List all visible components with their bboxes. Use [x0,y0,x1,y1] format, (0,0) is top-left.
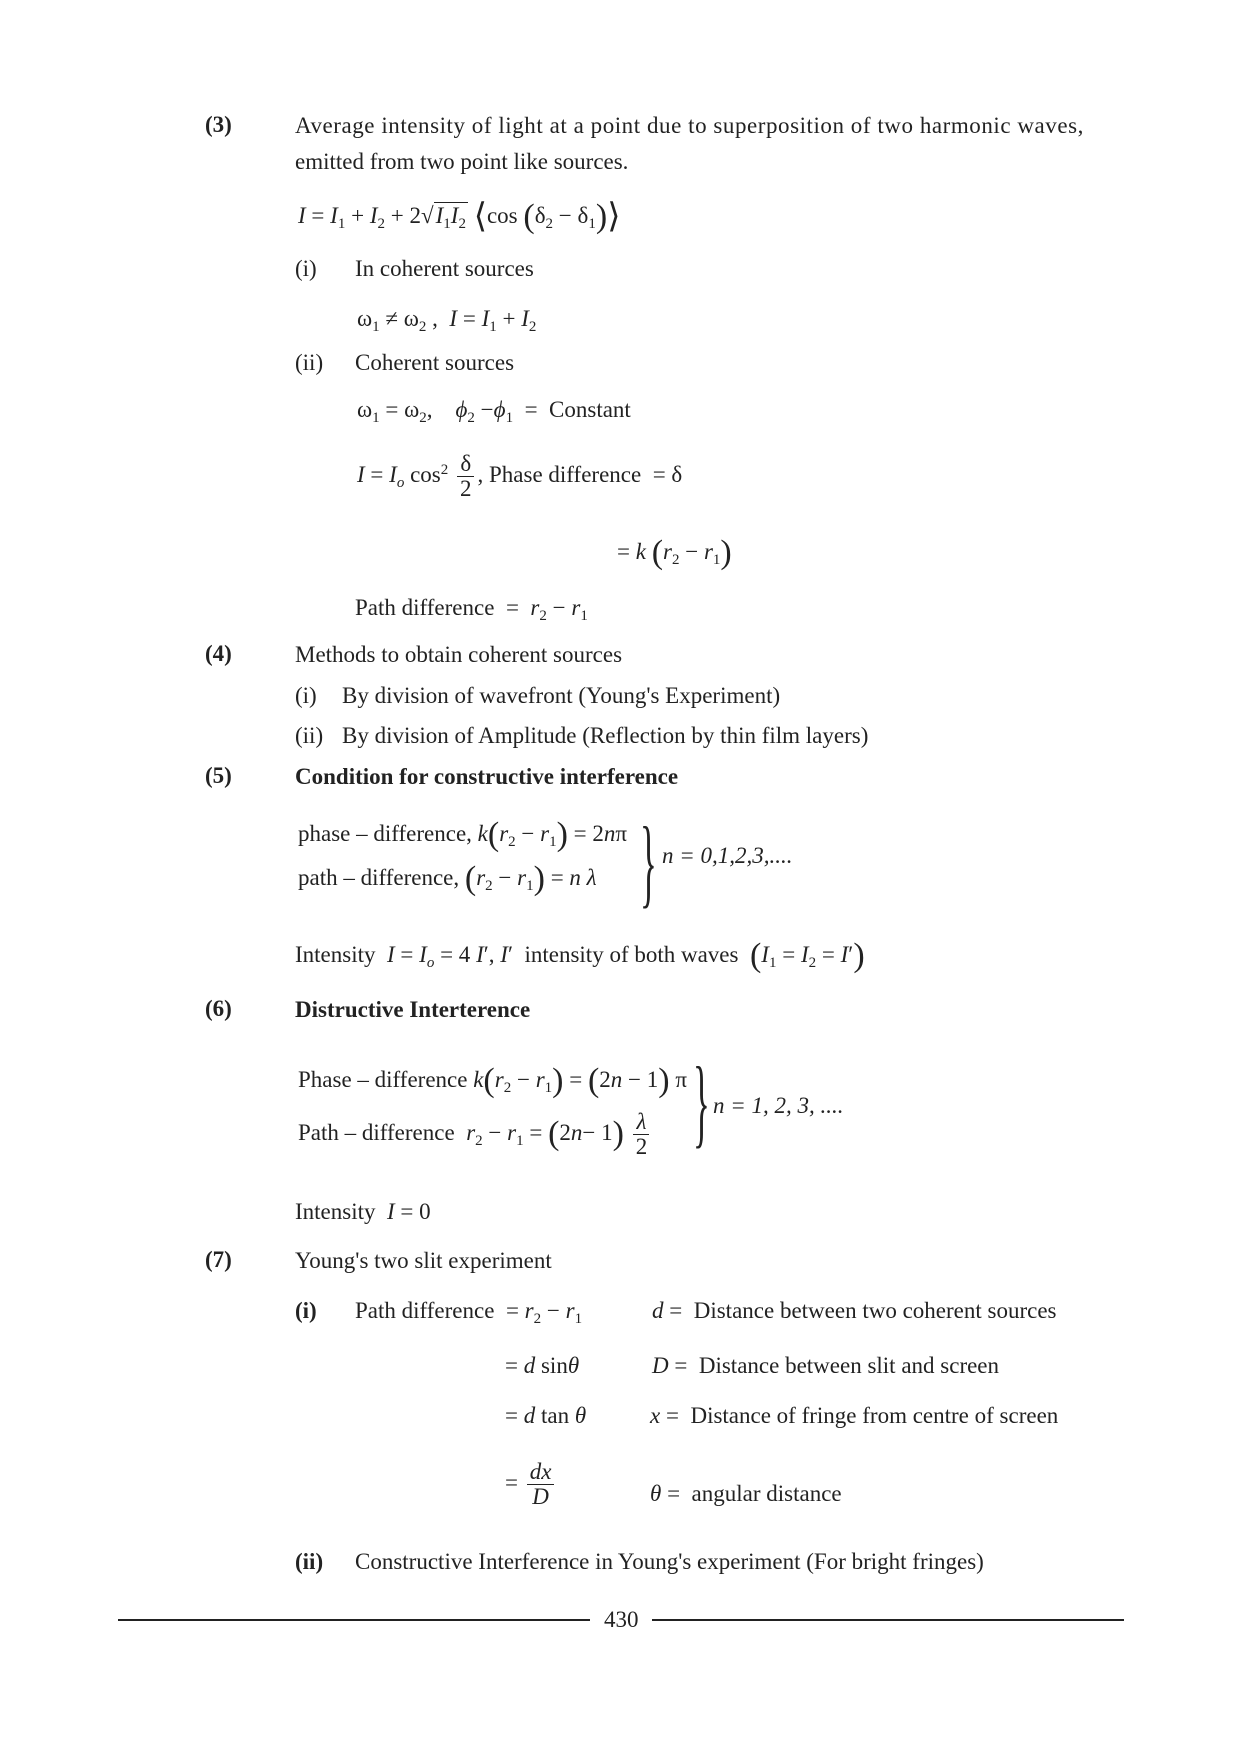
constructive-n-values: n = 0,1,2,3,.... [662,843,793,868]
path-difference-equation: Path difference = $r_2 - r_1$ [355,595,588,624]
coherent-intensity-equation: $I = I_o$ $\cos^2$ $\frac{\delta}{2}$ , Phase difference = δ [357,451,683,501]
section-7-ii-label: (ii) [295,1549,324,1574]
section-4-ii-text: By division of Amplitude (Reflection by thin film layers) [342,723,869,748]
section-7-ii-text: Constructive Interference in Young's experiment (For bright fringes) [355,1549,984,1574]
section-7-title: Young's two slit experiment [295,1248,552,1273]
constructive-intensity-line: Intensity $I = I_o = 4$ I′, I′ intensity of both waves $(I_1 = I_2 = I')$ [295,937,865,974]
def-D-text: Distance between slit and screen [698,1353,1000,1378]
section-5-title: Condition for constructive interference [295,764,679,789]
young-path-difference-1: Path difference = $r_2 - r_1$ [355,1298,583,1327]
def-d: d = Distance between two coherent sources [652,1298,1057,1323]
footer-rule-right [652,1619,1124,1621]
section-3-text-line2: emitted from two point like sources. [295,149,629,174]
destructive-intensity-line: Intensity I = 0 [295,1199,431,1224]
constructive-path-equation: path – difference, $(r_2 - r_1) = n$ λ [298,860,597,897]
phase-difference-label: Phase difference [489,461,642,487]
destructive-intensity-label: Intensity [295,1199,376,1224]
destructive-brace: } [693,1046,710,1157]
section-4-text: Methods to obtain coherent sources [295,642,623,667]
section-4-i-text: By division of wavefront (Young's Experiment) [342,683,781,708]
young-path-difference-label: Path difference [355,1298,495,1323]
section-3-number: (3) [205,112,232,137]
def-theta: θ = angular distance [650,1481,842,1506]
young-path-difference-2: = d sinθ [505,1353,580,1378]
page-number: 430 [604,1607,639,1632]
footer-rule-left [118,1619,590,1621]
section-4-ii-label: (ii) [295,723,324,748]
section-6-number: (6) [205,996,232,1021]
section-3-ii-text: Coherent sources [355,350,515,375]
destructive-phase-label: Phase – difference [298,1067,468,1092]
section-7-i-label: (i) [295,1298,317,1323]
young-path-difference-3: = d tan θ [505,1403,587,1428]
section-4-i-label: (i) [295,683,317,708]
def-theta-text: angular distance [691,1481,842,1506]
constructive-intensity-label: Intensity [295,942,376,967]
constant-label: Constant [549,397,631,422]
average-intensity-equation: $I = I_1 + I_2 + 2√I_1I_2$ ⟨cos ($\delta_2$ − $\delta_1)⟩$ [298,198,621,235]
constructive-phase-equation: phase – difference, $k(r_2 - r_1) = 2n\pi$ [298,816,628,853]
def-d-text: Distance between two coherent sources [693,1298,1057,1323]
phase-difference-value: = k $(r_2 - r_1)$ [617,534,732,571]
constructive-brace: } [640,806,657,917]
section-3-i-label: (i) [295,256,317,281]
def-x-text: Distance of fringe from centre of screen [690,1403,1059,1428]
path-difference-label: Path difference [355,595,495,620]
young-path-difference-4: = $\frac{dx}{D}$ [505,1460,557,1509]
section-3-ii-label: (ii) [295,350,324,375]
destructive-path-label: Path – difference [298,1119,455,1145]
def-x: x = Distance of fringe from centre of screen [650,1403,1059,1428]
section-6-title: Distructive Interterence [295,997,531,1022]
incoherent-equation: $\omega_1 \ne \omega_2$ , $I = I_1 + I_2$ [357,306,537,335]
section-3-text-line1: Average intensity of light at a point due to superposition of two harmonic waves, [295,113,1084,138]
destructive-phase-equation: Phase – difference $k(r_2 - r_1) = (2n - 1)$ π [298,1062,687,1099]
section-3-i-text: In coherent sources [355,256,534,281]
section-4-number: (4) [205,641,232,666]
coherent-condition: $\omega_1 = \omega_2$, $\phi_2 -\phi_1$ = Constant [357,397,631,426]
def-D: D = Distance between slit and screen [652,1353,1000,1378]
section-5-number: (5) [205,763,232,788]
section-7-number: (7) [205,1247,232,1272]
constructive-path-label: path – difference, [298,865,460,890]
constructive-phase-label: phase – difference, [298,821,472,846]
constructive-intensity-text: intensity of both waves [524,942,739,967]
destructive-path-equation: Path – difference $r_2 - r_1 = (2n- 1)$ $\frac{\lambda}{2}$ [298,1110,653,1159]
destructive-n-values: n = 1, 2, 3, .... [713,1093,844,1118]
